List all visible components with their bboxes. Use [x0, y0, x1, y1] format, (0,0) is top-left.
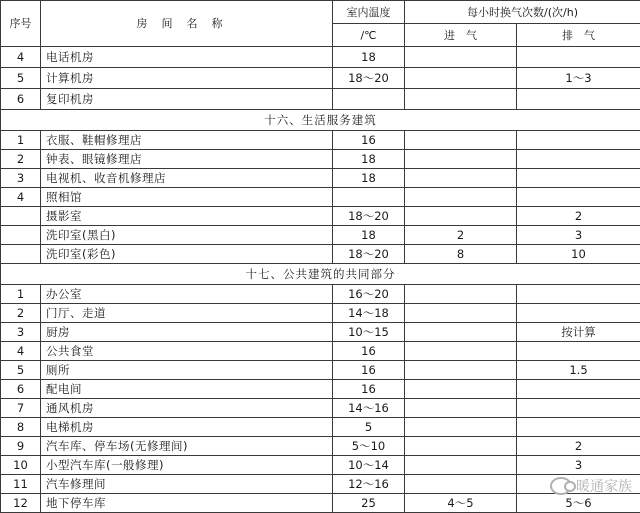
row-name: 通风机房	[41, 399, 333, 418]
wechat-icon	[550, 477, 572, 495]
row-exhaust: 1～3	[517, 68, 640, 89]
row-name: 地下停车库	[41, 494, 333, 513]
row-temp	[333, 89, 405, 110]
row-temp: 10～14	[333, 456, 405, 475]
row-exhaust: 3	[517, 456, 640, 475]
row-exhaust	[517, 304, 640, 323]
section-heading: 十七、公共建筑的共同部分	[1, 264, 640, 285]
row-temp: 18～20	[333, 68, 405, 89]
row-no: 10	[1, 456, 41, 475]
row-exhaust: 按计算	[517, 323, 640, 342]
row-supply	[405, 361, 517, 380]
watermark-text: 暖通家族	[576, 476, 632, 496]
row-name: 洗印室(彩色)	[41, 245, 333, 264]
row-name: 电话机房	[41, 47, 333, 68]
row-supply	[405, 169, 517, 188]
row-temp: 5～10	[333, 437, 405, 456]
row-no: 6	[1, 89, 41, 110]
row-temp: 18	[333, 226, 405, 245]
row-name: 厨房	[41, 323, 333, 342]
row-no	[1, 226, 41, 245]
header-air-change: 每小时换气次数/(次/h)	[405, 1, 640, 24]
row-name: 照相馆	[41, 188, 333, 207]
row-temp: 16	[333, 131, 405, 150]
row-name: 汽车修理间	[41, 475, 333, 494]
row-no: 4	[1, 342, 41, 361]
row-temp: 18～20	[333, 207, 405, 226]
row-exhaust	[517, 342, 640, 361]
header-supply: 进 气	[405, 24, 517, 47]
row-exhaust	[517, 169, 640, 188]
row-supply	[405, 207, 517, 226]
row-name: 门厅、走道	[41, 304, 333, 323]
row-supply	[405, 399, 517, 418]
row-name: 汽车库、停车场(无修理间)	[41, 437, 333, 456]
row-name: 配电间	[41, 380, 333, 399]
row-supply	[405, 323, 517, 342]
row-exhaust: 10	[517, 245, 640, 264]
row-exhaust	[517, 418, 640, 437]
row-supply	[405, 304, 517, 323]
row-name: 计算机房	[41, 68, 333, 89]
row-exhaust	[517, 188, 640, 207]
row-supply: 8	[405, 245, 517, 264]
row-exhaust	[517, 285, 640, 304]
row-name: 衣服、鞋帽修理店	[41, 131, 333, 150]
row-supply	[405, 475, 517, 494]
row-supply	[405, 285, 517, 304]
row-supply	[405, 89, 517, 110]
row-no: 1	[1, 131, 41, 150]
row-temp: 16	[333, 342, 405, 361]
row-supply	[405, 437, 517, 456]
row-no: 12	[1, 494, 41, 513]
row-temp: 10～15	[333, 323, 405, 342]
row-exhaust: 2	[517, 437, 640, 456]
row-supply	[405, 188, 517, 207]
row-supply	[405, 380, 517, 399]
row-temp: 18	[333, 169, 405, 188]
row-temp: 14～18	[333, 304, 405, 323]
row-name: 办公室	[41, 285, 333, 304]
row-exhaust	[517, 47, 640, 68]
row-no: 8	[1, 418, 41, 437]
row-no	[1, 245, 41, 264]
row-no: 9	[1, 437, 41, 456]
row-no: 5	[1, 68, 41, 89]
row-exhaust: 1.5	[517, 361, 640, 380]
row-temp: 18	[333, 47, 405, 68]
row-temp: 12～16	[333, 475, 405, 494]
row-no: 5	[1, 361, 41, 380]
row-no: 2	[1, 150, 41, 169]
row-supply: 2	[405, 226, 517, 245]
row-temp: 25	[333, 494, 405, 513]
row-supply	[405, 131, 517, 150]
row-temp: 14～16	[333, 399, 405, 418]
row-exhaust	[517, 131, 640, 150]
row-temp: 16	[333, 380, 405, 399]
header-exhaust: 排 气	[517, 24, 640, 47]
row-name: 公共食堂	[41, 342, 333, 361]
row-temp: 16	[333, 361, 405, 380]
row-temp: 18	[333, 150, 405, 169]
row-name: 钟表、眼镜修理店	[41, 150, 333, 169]
row-supply	[405, 47, 517, 68]
row-name: 厕所	[41, 361, 333, 380]
row-name: 电视机、收音机修理店	[41, 169, 333, 188]
row-no: 3	[1, 323, 41, 342]
row-no: 4	[1, 47, 41, 68]
header-temp-line2: /℃	[333, 24, 405, 47]
row-exhaust: 5～6	[517, 494, 640, 513]
header-temp-line1: 室内温度	[333, 1, 405, 24]
row-exhaust	[517, 399, 640, 418]
watermark	[550, 476, 632, 496]
row-supply	[405, 418, 517, 437]
row-temp: 16～20	[333, 285, 405, 304]
row-no: 1	[1, 285, 41, 304]
row-name: 摄影室	[41, 207, 333, 226]
header-no: 序号	[1, 1, 41, 47]
row-temp	[333, 188, 405, 207]
row-exhaust: 3	[517, 226, 640, 245]
row-no: 2	[1, 304, 41, 323]
row-exhaust	[517, 380, 640, 399]
row-no: 4	[1, 188, 41, 207]
row-name: 复印机房	[41, 89, 333, 110]
row-exhaust	[517, 150, 640, 169]
row-no	[1, 207, 41, 226]
row-exhaust	[517, 89, 640, 110]
row-supply	[405, 150, 517, 169]
row-supply	[405, 456, 517, 475]
row-name: 小型汽车库(一般修理)	[41, 456, 333, 475]
row-no: 7	[1, 399, 41, 418]
section-heading: 十六、生活服务建筑	[1, 110, 640, 131]
row-name: 电梯机房	[41, 418, 333, 437]
row-temp: 5	[333, 418, 405, 437]
row-no: 6	[1, 380, 41, 399]
row-supply: 4～5	[405, 494, 517, 513]
row-name: 洗印室(黑白)	[41, 226, 333, 245]
row-no: 11	[1, 475, 41, 494]
row-no: 3	[1, 169, 41, 188]
row-supply	[405, 342, 517, 361]
row-exhaust: 2	[517, 207, 640, 226]
row-temp: 18～20	[333, 245, 405, 264]
header-name: 房间名称	[41, 1, 333, 47]
row-supply	[405, 68, 517, 89]
